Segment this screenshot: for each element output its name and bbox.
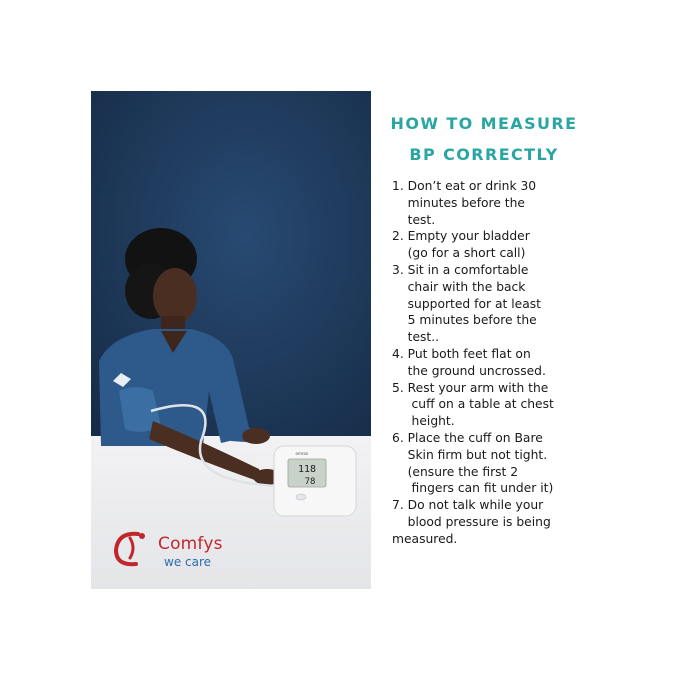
step-item [392,346,592,380]
step-line: 7. Do not talk while your [392,498,544,513]
step-line: blood pressure is being [392,514,551,529]
step-line: (ensure the first 2 [392,464,519,479]
step-line: the ground uncrossed. [392,363,546,378]
brand-logo [108,528,228,574]
step-item [392,430,592,497]
logo-brand-name: Comfys [158,534,223,554]
step-line: supported for at least [392,296,541,311]
step-line: Skin firm but not tight. [392,447,548,462]
bp-monitor [274,446,356,516]
step-line: 3. Sit in a comfortable [392,262,529,277]
step-line: cuff on a table at chest [392,397,554,412]
step-line: fingers can fit under it) [392,481,554,496]
step-line: (go for a short call) [392,246,526,261]
title-line-2: BP CORRECTLY [409,145,559,164]
step-line: 5. Rest your arm with the [392,380,549,395]
monitor-reading-dia: 78 [304,477,316,487]
step-line: 2. Empty your bladder [392,229,530,244]
step-item [392,380,592,430]
step-line: height. [392,414,455,429]
step-item [392,228,592,262]
monitor-brand: omron [295,451,309,456]
title-line-1: HOW TO MEASURE [390,114,578,133]
step-line: test. [392,212,436,227]
step-line: test.. [392,330,440,345]
step-line: 5 minutes before the [392,313,537,328]
step-line: measured. [392,531,458,546]
steps-list [392,178,592,548]
step-item [392,497,592,547]
step-line: chair with the back [392,279,526,294]
face [153,268,197,324]
step-line: 6. Place the cuff on Bare [392,430,543,445]
step-item [392,262,592,346]
step-line: 4. Put both feet flat on [392,346,531,361]
monitor-reading-sys: 118 [297,464,317,475]
comfys-logo-icon [108,528,154,570]
page-title [375,108,593,170]
nurse-photo [91,91,371,589]
step-item [392,178,592,228]
logo-tagline: we care [164,555,212,569]
step-line: minutes before the [392,195,525,210]
step-line: 1. Don’t eat or drink 30 [392,179,537,193]
